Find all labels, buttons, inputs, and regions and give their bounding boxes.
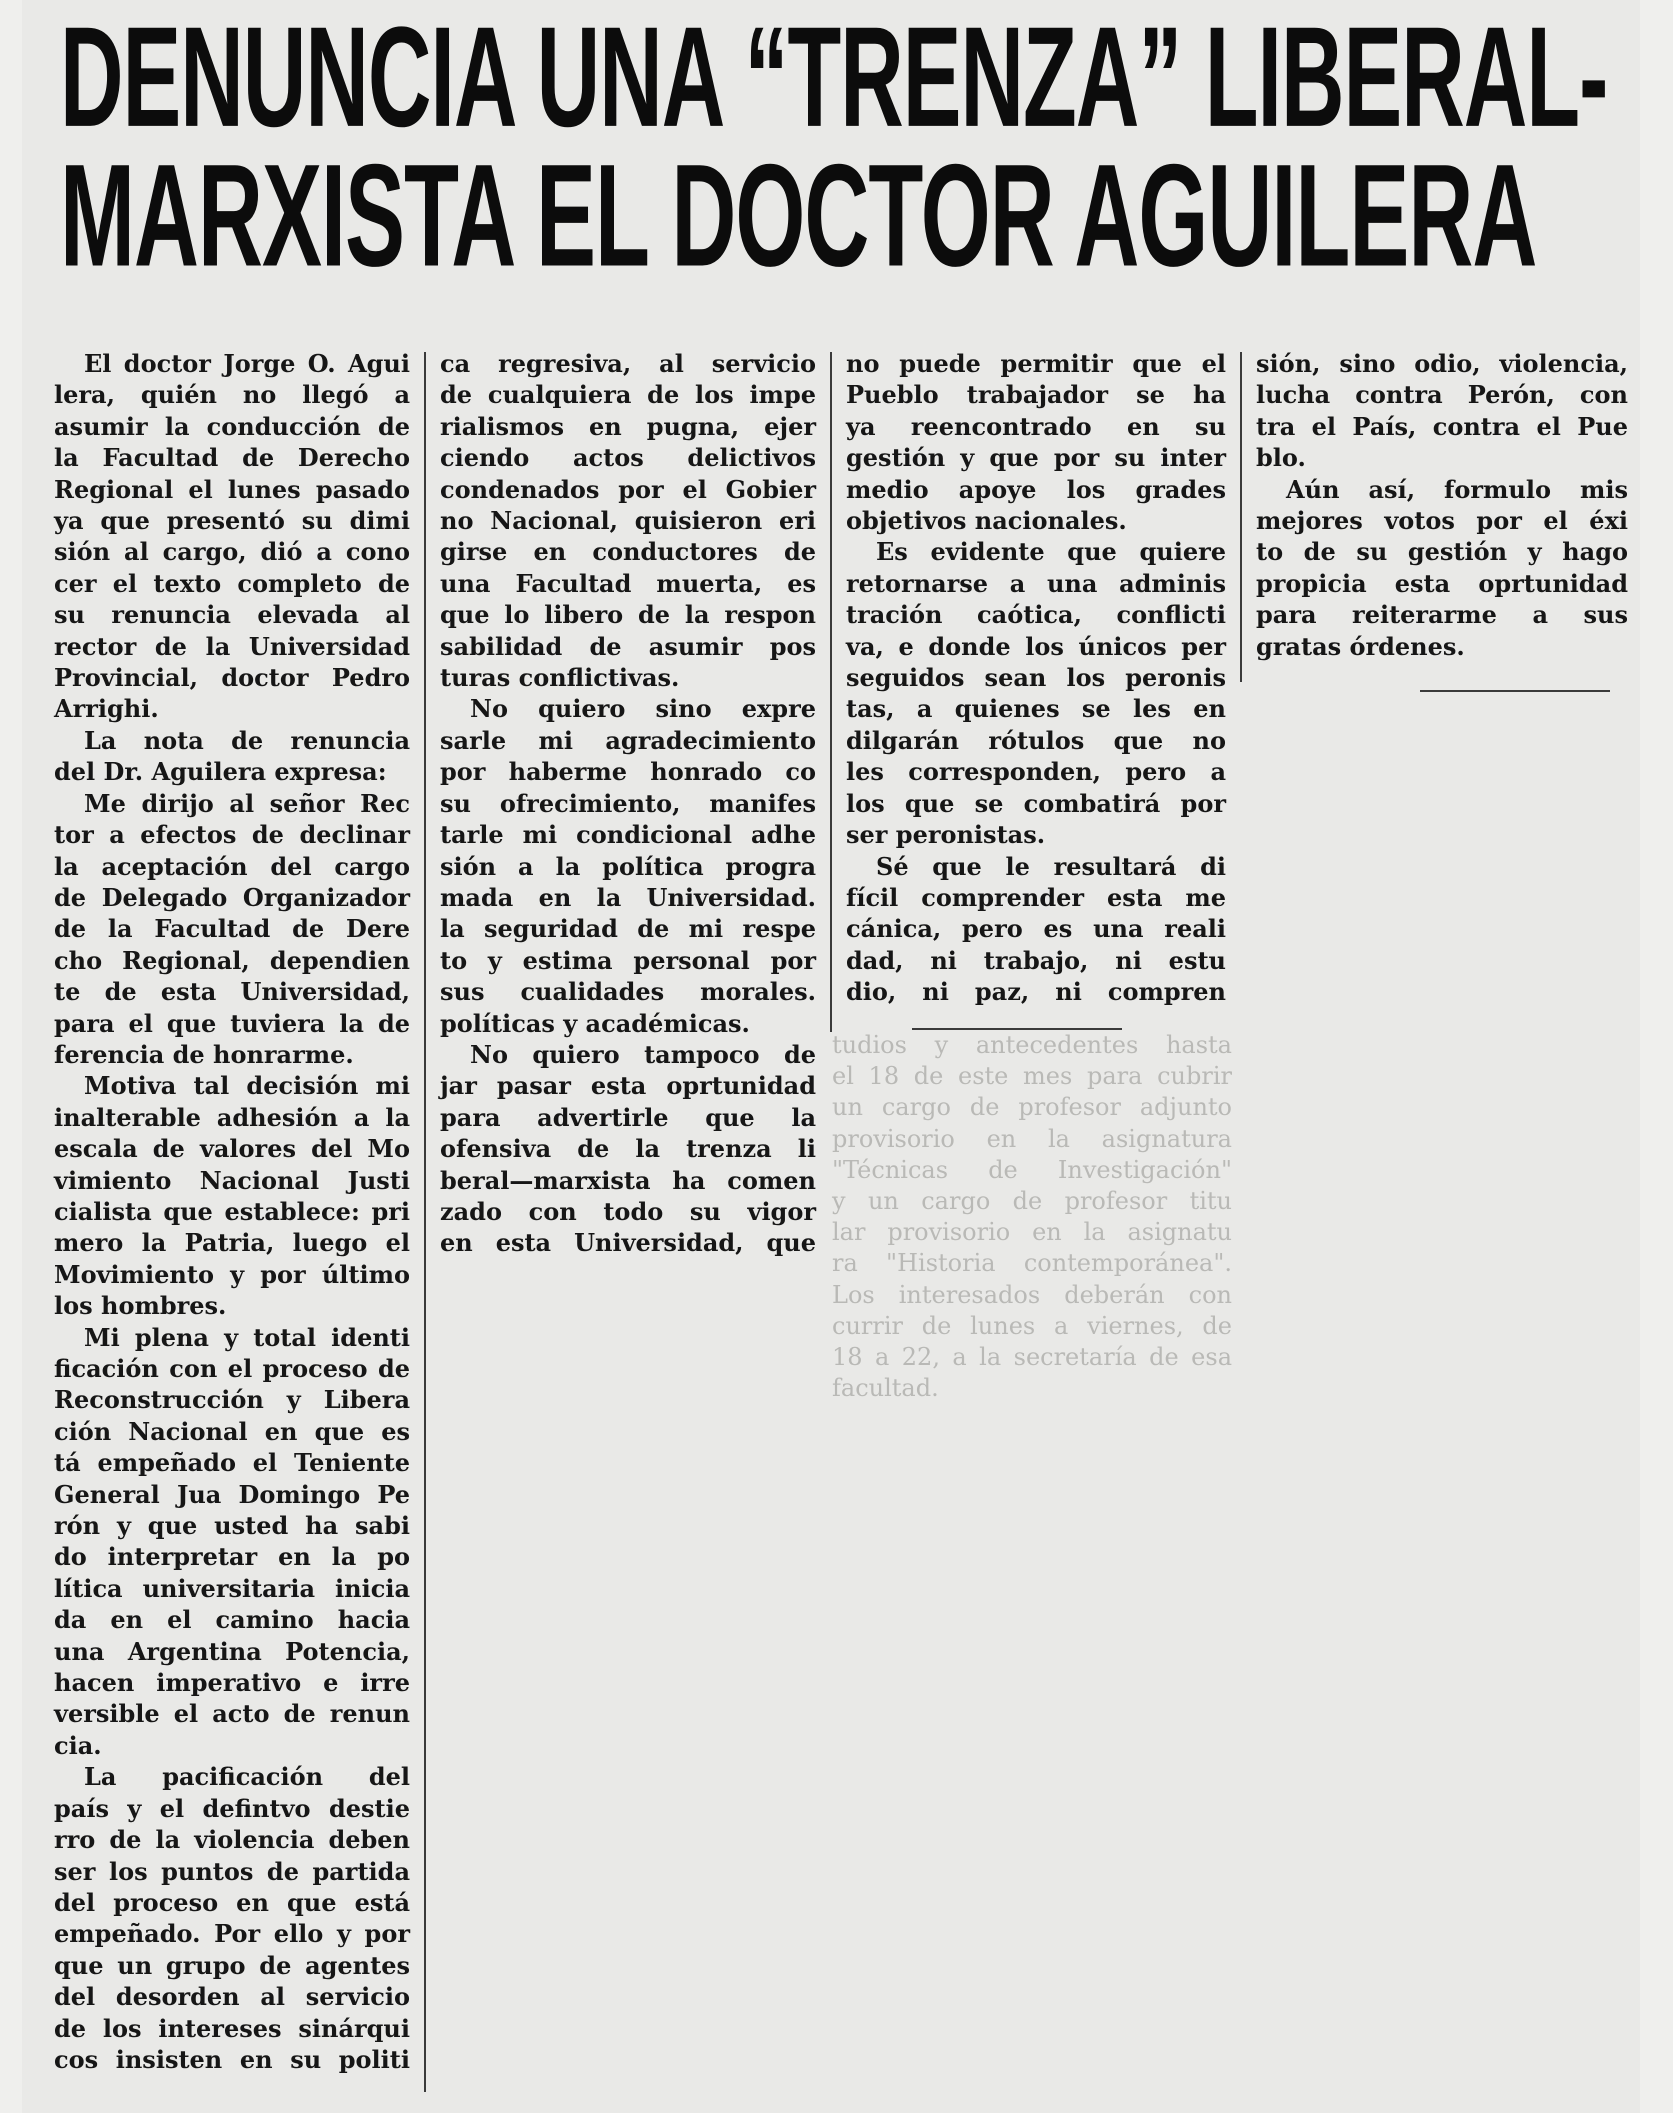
article-line: sión al cargo, dió a cono (54, 537, 410, 567)
article-line: retornarse a una adminis (846, 568, 1226, 598)
article-line: la seguridad de mi respe (440, 914, 816, 944)
article-line: ser los puntos de partida (54, 1856, 410, 1886)
article-line: gestión y que por su inter (846, 443, 1226, 473)
article-line: del desorden al servicio (54, 1982, 410, 2012)
article-line: cho Regional, dependien (54, 945, 410, 975)
article-line: Movimiento y por último (54, 1259, 410, 1289)
article-line: mero la Patria, luego el (54, 1228, 410, 1258)
headline (60, 0, 1645, 298)
article-line: La pacificación del (84, 1762, 410, 1792)
article-line: mada en la Universidad. (440, 882, 816, 912)
article-line: país y el defintvo destie (54, 1793, 410, 1823)
article-line: propicia esta oprtunidad (1256, 568, 1628, 598)
article-line: objetivos nacionales. (846, 506, 1127, 536)
article-line: ca regresiva, al servicio (440, 349, 816, 378)
article-line: do interpretar en la po (54, 1542, 410, 1572)
article-line: No quiero sino expre (470, 694, 816, 724)
article-line: cánica, pero es una reali (846, 914, 1226, 944)
article-line: les corresponden, pero a (846, 757, 1226, 787)
article-line: su ofrecimiento, manifes (440, 788, 816, 818)
article-line: vimiento Nacional Justi (54, 1165, 410, 1195)
bleed-through-line: "Técnicas de Investigación" (832, 1155, 1232, 1184)
column-rule (424, 352, 426, 2092)
article-line: condenados por el Gobier (440, 474, 816, 504)
article-line: no puede permitir que el (846, 349, 1226, 378)
article-line: Sé que le resultará di (876, 851, 1226, 881)
article-line: ferencia de honrarme. (54, 1039, 354, 1069)
article-line: blo. (1256, 443, 1306, 473)
article-line: rón y que usted ha sabi (54, 1511, 410, 1541)
article-line: Reconstrucción y Libera (54, 1385, 410, 1415)
article-line: por haberme honrado co (440, 757, 816, 787)
article-line: para reiterarme a sus (1256, 600, 1628, 630)
bleed-through-line: y un cargo de profesor titu (832, 1187, 1232, 1216)
article-line: Es evidente que quiere (876, 537, 1226, 567)
bleed-through-line: ra "Historia contemporánea". (832, 1249, 1232, 1278)
article-line: Mi plena y total identi (84, 1322, 410, 1352)
article-line: te de esta Universidad, (54, 977, 410, 1007)
article-line: inalterable adhesión a la (54, 1102, 410, 1132)
article-line: da en el camino hacia (54, 1605, 410, 1635)
article-line: lera, quién no llegó a (54, 380, 410, 410)
column-rule (1240, 352, 1242, 682)
article-line: cos insisten en su politi (54, 2044, 410, 2074)
article-line: ya reencontrado en su (846, 411, 1226, 441)
article-line: ser peronistas. (846, 820, 1046, 850)
article-line: sión a la política progra (440, 851, 816, 881)
article-line: tración caótica, conflicti (846, 600, 1226, 630)
article-line: cia. (54, 1730, 102, 1760)
bleed-through-line: el 18 de este mes para cubrir (832, 1062, 1232, 1091)
article-line: seguidos sean los peronis (846, 663, 1226, 693)
article-line: hacen imperativo e irre (54, 1668, 410, 1698)
article-line: políticas y académicas. (440, 1008, 750, 1038)
article-line: to y estima personal por (440, 945, 816, 975)
article-line: gratas órdenes. (1256, 631, 1465, 661)
article-line: tor a efectos de declinar (54, 820, 410, 850)
article-line: cialista que establece: pri (54, 1196, 410, 1226)
article-line: ofensiva de la trenza li (440, 1134, 816, 1164)
bleed-through-line: facultad. (832, 1374, 939, 1403)
article-line: Pueblo trabajador se ha (846, 380, 1226, 410)
article-line: Aún así, formulo mis (1286, 474, 1628, 504)
article-line: rector de la Universidad (54, 631, 410, 661)
article-line: su renuncia elevada al (54, 600, 410, 630)
article-line: que un grupo de agentes (54, 1950, 410, 1980)
article-line: girse en conductores de (440, 537, 816, 567)
article-line: cer el texto completo de (54, 568, 410, 598)
article-line: versible el acto de renun (54, 1699, 410, 1729)
article-line: jar pasar esta oprtunidad (440, 1071, 816, 1101)
headline-line-2: MARXISTA EL DOCTOR AGUILERA (60, 135, 1537, 298)
article-line: zado con todo su vigor (440, 1196, 816, 1226)
article-line: para advertirle que la (440, 1102, 816, 1132)
article-line: no Nacional, quisieron eri (440, 506, 816, 536)
article-line: beral—marxista ha comen (440, 1165, 816, 1195)
article-line: dad, ni trabajo, ni estu (846, 945, 1226, 975)
article-line: en esta Universidad, que (440, 1228, 816, 1258)
bleed-through-line: 18 a 22, a la secretaría de esa (832, 1343, 1232, 1372)
article-end-rule (1420, 690, 1610, 692)
article-line: fícil comprender esta me (846, 882, 1226, 912)
article-line: de Delegado Organizador (54, 882, 410, 912)
bleed-through-line: un cargo de profesor adjunto (832, 1093, 1232, 1122)
article-line: una Facultad muerta, es (440, 568, 816, 598)
article-line: rro de la violencia deben (54, 1825, 410, 1855)
article-line: ción Nacional en que es (54, 1416, 410, 1446)
article-line: del proceso en que está (54, 1887, 410, 1917)
article-column-4 (1256, 348, 1628, 662)
article-line: Arrighi. (54, 694, 159, 724)
article-line: para el que tuviera la de (54, 1008, 410, 1038)
article-line: que lo libero de la respon (440, 600, 816, 630)
article-line: los hombres. (54, 1291, 227, 1321)
article-line: rialismos en pugna, ejer (440, 411, 816, 441)
article-line: asumir la conducción de (54, 411, 410, 441)
article-line: No quiero tampoco de (470, 1039, 816, 1069)
article-line: empeñado. Por ello y por (54, 1919, 410, 1949)
article-line: sus cualidades morales. (440, 977, 816, 1007)
article-line: la Facultad de Derecho (54, 443, 410, 473)
article-line: Regional el lunes pasado (54, 474, 410, 504)
article-line: dio, ni paz, ni compren (846, 977, 1226, 1007)
article-line: los que se combatirá por (846, 788, 1226, 818)
article-line: escala de valores del Mo (54, 1134, 410, 1164)
bleed-through-line: provisorio en la asignatura (832, 1124, 1232, 1153)
article-line: ya que presentó su dimi (54, 506, 410, 536)
article-line: de los intereses sinárqui (54, 2013, 410, 2043)
article-column-1 (54, 348, 410, 2075)
article-line: sión, sino odio, violencia, (1256, 349, 1628, 378)
article-line: General Jua Domingo Pe (54, 1479, 410, 1509)
article-line: de la Facultad de Dere (54, 914, 410, 944)
article-line: dilgarán rótulos que no (846, 725, 1226, 755)
article-line: ciendo actos delictivos (440, 443, 816, 473)
article-line: medio apoye los grades (846, 474, 1226, 504)
article-line: lucha contra Perón, con (1256, 380, 1628, 410)
bleed-through-line: Los interesados deberán con (832, 1280, 1232, 1309)
bleed-through-line: tudios y antecedentes hasta (832, 1031, 1232, 1059)
article-line: ficación con el proceso de (54, 1354, 410, 1383)
column-rule (830, 352, 832, 1032)
article-line: to de su gestión y hago (1256, 537, 1628, 567)
article-line: de cualquiera de los impe (440, 380, 816, 410)
article-line: Motiva tal decisión mi (84, 1071, 410, 1101)
article-line: una Argentina Potencia, (54, 1636, 410, 1666)
article-column-3 (846, 348, 1226, 1008)
article-line: tarle mi condicional adhe (440, 820, 816, 850)
article-line: Me dirijo al señor Rec (84, 788, 410, 818)
article-column-2 (440, 348, 816, 1259)
article-line: turas conflictivas. (440, 663, 680, 693)
article-line: sarle mi agradecimiento (440, 725, 816, 755)
article-line: La nota de renuncia (84, 725, 410, 755)
article-line: tá empeñado el Teniente (54, 1448, 410, 1478)
article-line: va, e donde los únicos per (846, 631, 1226, 661)
article-line: Provincial, doctor Pedro (54, 663, 410, 693)
bleed-through-text (832, 1030, 1232, 1404)
article-line: tra el País, contra el Pue (1256, 411, 1628, 441)
article-line: del Dr. Aguilera expresa: (54, 757, 387, 787)
article-line: sabilidad de asumir pos (440, 631, 816, 661)
article-line: lítica universitaria inicia (54, 1573, 410, 1603)
article-line: mejores votos por el éxi (1256, 506, 1628, 536)
article-line: El doctor Jorge O. Agui (84, 349, 410, 378)
article-line: la aceptación del cargo (54, 851, 410, 881)
bleed-through-line: currir de lunes a viernes, de (832, 1311, 1232, 1340)
article-line: tas, a quienes se les en (846, 694, 1226, 724)
bleed-through-line: lar provisorio en la asignatu (832, 1218, 1232, 1247)
headline-line-1: DENUNCIA UNA “TRENZA” LIBERAL- (60, 0, 1608, 157)
